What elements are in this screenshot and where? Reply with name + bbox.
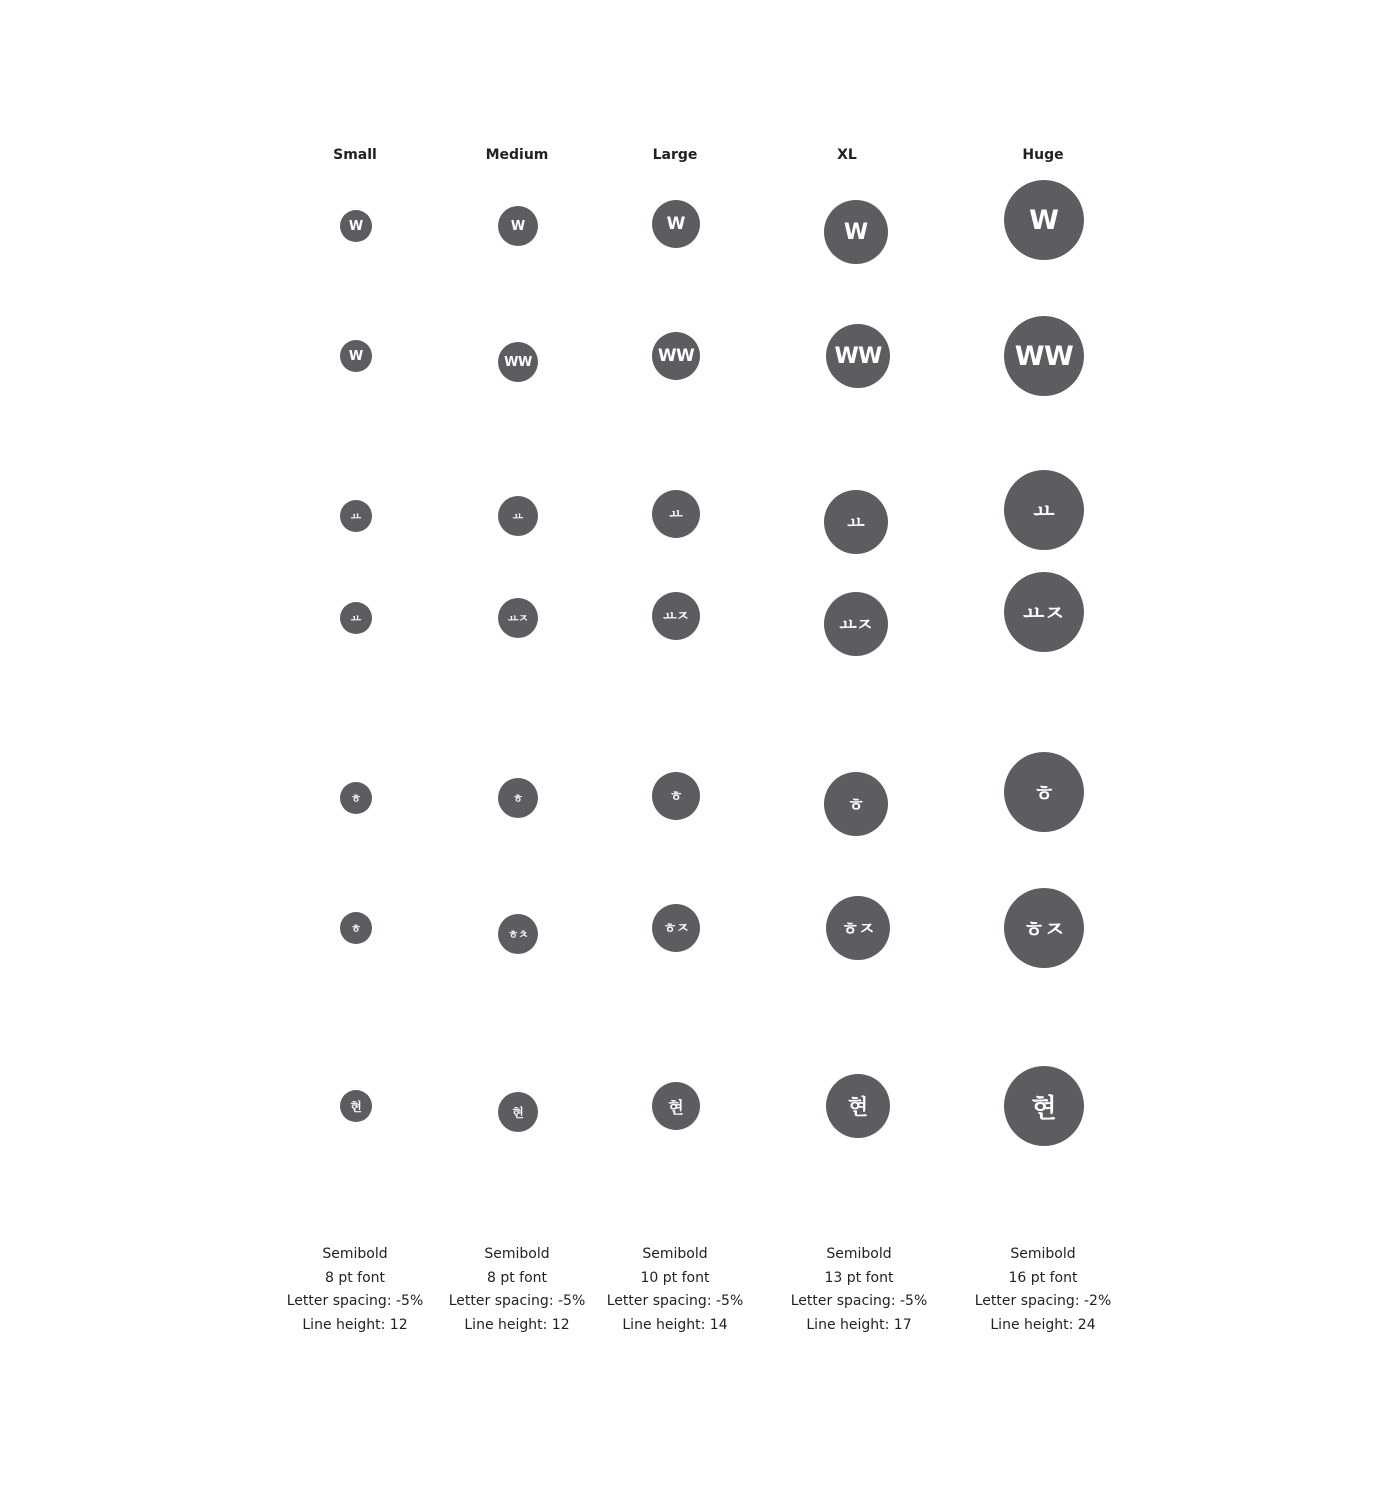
avatar-medium: WW (498, 342, 538, 382)
avatar-xl: ㅛㅈ (824, 592, 888, 656)
spec-line-height: Line height: 14 (622, 1316, 728, 1333)
avatar-small: ㅛ (340, 500, 372, 532)
avatar-large: ㅛㅈ (652, 592, 700, 640)
avatar-huge: WW (1004, 316, 1084, 396)
column-header-xl: XL (837, 147, 857, 163)
avatar-xl: ㅎㅈ (826, 896, 890, 960)
avatar-medium: ㅎㅊ (498, 914, 538, 954)
spec-line-height: Line height: 12 (302, 1316, 408, 1333)
column-header-large: Large (652, 147, 698, 163)
avatar-huge: W (1004, 180, 1084, 260)
spec-line-height: Line height: 17 (806, 1316, 912, 1333)
spec-line-height: Line height: 12 (464, 1316, 570, 1333)
spec-letter-spacing: Letter spacing: -5% (606, 1293, 744, 1309)
spec-font-size: 10 pt font (640, 1269, 710, 1286)
avatar-medium: ㅛㅈ (498, 598, 538, 638)
avatar-small: ㅎ (340, 782, 372, 814)
spec-caption-huge (958, 1243, 1128, 1337)
avatar-xl: 현 (826, 1074, 890, 1138)
spec-weight: Semibold (484, 1246, 550, 1262)
avatar-medium: 현 (498, 1092, 538, 1132)
avatar-small: W (340, 210, 372, 242)
spec-letter-spacing: Letter spacing: -5% (448, 1293, 586, 1309)
spec-font-size: 8 pt font (324, 1269, 386, 1286)
avatar-large: ㅎㅈ (652, 904, 700, 952)
avatar-large: WW (652, 332, 700, 380)
spec-letter-spacing: Letter spacing: -2% (974, 1293, 1112, 1309)
spec-font-size: 8 pt font (486, 1269, 548, 1286)
spec-weight: Semibold (322, 1246, 388, 1262)
avatar-xl: ㅎ (824, 772, 888, 836)
avatar-large: ㅛ (652, 490, 700, 538)
avatar-medium: ㅎ (498, 778, 538, 818)
spec-line-height: Line height: 24 (990, 1316, 1096, 1333)
avatar-large: ㅎ (652, 772, 700, 820)
avatar-xl: WW (826, 324, 890, 388)
spec-font-size: 16 pt font (1008, 1269, 1078, 1286)
spec-font-size: 13 pt font (824, 1269, 894, 1286)
avatar-huge: 현 (1004, 1066, 1084, 1146)
avatar-xl: W (824, 200, 888, 264)
avatar-small: 현 (340, 1090, 372, 1122)
avatar-huge: ㅎ (1004, 752, 1084, 832)
avatar-medium: W (498, 206, 538, 246)
spec-letter-spacing: Letter spacing: -5% (286, 1293, 424, 1309)
spec-caption-medium (432, 1243, 602, 1337)
spec-weight: Semibold (1010, 1246, 1076, 1262)
spec-caption-small (270, 1243, 440, 1337)
avatar-huge: ㅎㅈ (1004, 888, 1084, 968)
avatar-small: ㅛ (340, 602, 372, 634)
avatar-small: W (340, 340, 372, 372)
spec-weight: Semibold (826, 1246, 892, 1262)
column-header-small: Small (333, 147, 377, 163)
avatar-large: W (652, 200, 700, 248)
spec-caption-xl (774, 1243, 944, 1337)
avatar-small: ㅎ (340, 912, 372, 944)
spec-letter-spacing: Letter spacing: -5% (790, 1293, 928, 1309)
avatar-large: 현 (652, 1082, 700, 1130)
avatar-huge: ㅛㅈ (1004, 572, 1084, 652)
avatar-huge: ㅛ (1004, 470, 1084, 550)
spec-weight: Semibold (642, 1246, 708, 1262)
column-header-medium: Medium (485, 147, 549, 163)
avatar-xl: ㅛ (824, 490, 888, 554)
spec-caption-large (590, 1243, 760, 1337)
column-header-huge: Huge (1022, 147, 1064, 163)
avatar-medium: ㅛ (498, 496, 538, 536)
